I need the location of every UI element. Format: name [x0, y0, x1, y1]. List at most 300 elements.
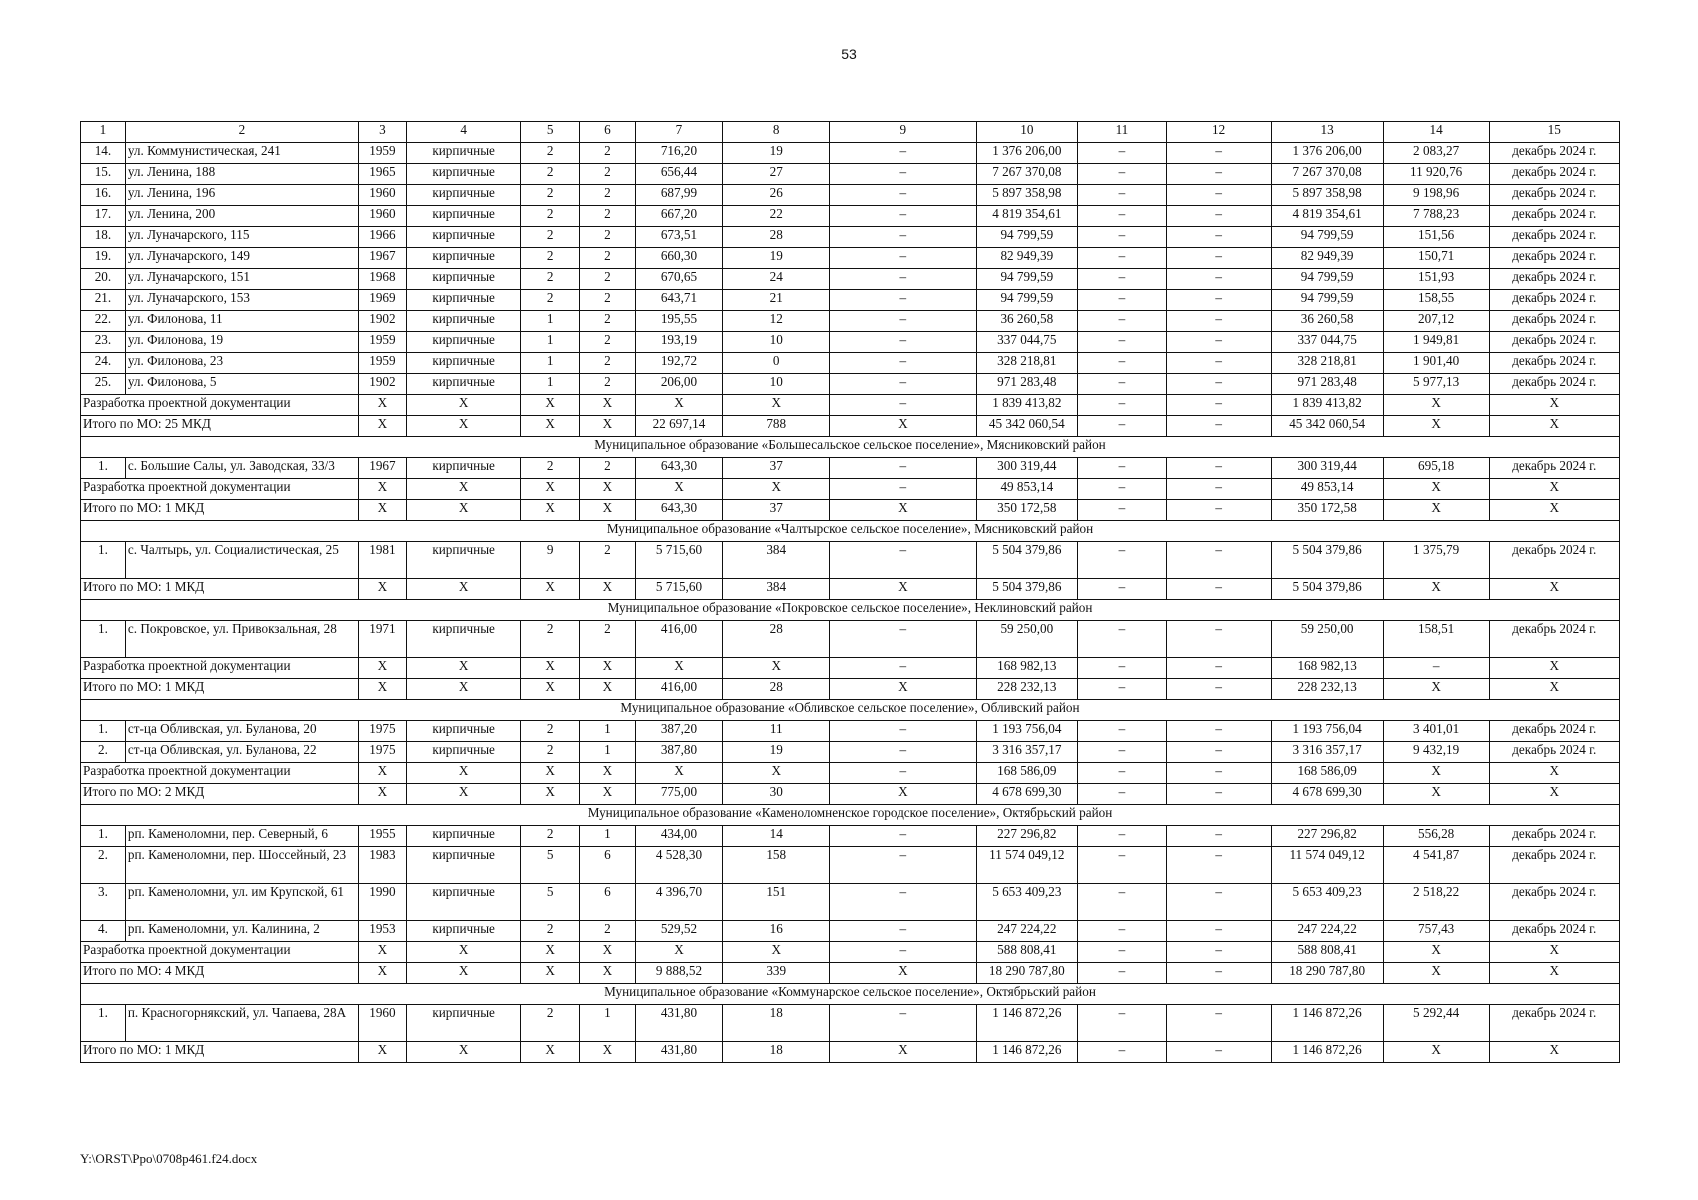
row-number: 3. — [81, 884, 126, 921]
summary-cell: – — [1166, 963, 1271, 984]
table-cell: 2 — [521, 742, 580, 763]
summary-cell: – — [1166, 763, 1271, 784]
row-number: 23. — [81, 332, 126, 353]
building-row — [81, 1005, 1620, 1042]
building-address: рп. Каменоломни, пер. Шоссейный, 23 — [125, 847, 358, 884]
table-cell: – — [1166, 721, 1271, 742]
table-cell: декабрь 2024 г. — [1489, 374, 1619, 395]
summary-cell: 4 678 699,30 — [1271, 784, 1383, 805]
building-row — [81, 311, 1620, 332]
table-cell: 227 296,82 — [976, 826, 1078, 847]
table-cell: – — [1078, 185, 1167, 206]
summary-cell: – — [1166, 942, 1271, 963]
table-cell: 5 653 409,23 — [976, 884, 1078, 921]
table-cell: 300 319,44 — [976, 458, 1078, 479]
summary-cell: 168 982,13 — [1271, 658, 1383, 679]
table-cell: 16 — [723, 921, 830, 942]
table-cell: 667,20 — [635, 206, 723, 227]
summary-cell: – — [1166, 479, 1271, 500]
table-cell: 7 267 370,08 — [976, 164, 1078, 185]
summary-cell: – — [1078, 500, 1167, 521]
table-cell: 2 — [521, 269, 580, 290]
table-cell: 643,71 — [635, 290, 723, 311]
summary-cell: – — [1078, 416, 1167, 437]
table-cell: 9 — [521, 542, 580, 579]
summary-cell: X — [830, 579, 976, 600]
table-cell: 94 799,59 — [976, 269, 1078, 290]
summary-cell: X — [1489, 479, 1619, 500]
row-number: 19. — [81, 248, 126, 269]
summary-cell: 350 172,58 — [976, 500, 1078, 521]
table-cell: 1902 — [358, 311, 406, 332]
summary-cell: 37 — [723, 500, 830, 521]
column-number-10: 10 — [976, 122, 1078, 143]
summary-cell: X — [358, 500, 406, 521]
summary-row — [81, 1042, 1620, 1063]
table-cell: 36 260,58 — [976, 311, 1078, 332]
table-cell: 11 — [723, 721, 830, 742]
table-cell: декабрь 2024 г. — [1489, 332, 1619, 353]
municipality-section-row — [81, 437, 1620, 458]
table-cell: – — [1078, 621, 1167, 658]
summary-row — [81, 679, 1620, 700]
table-cell: – — [1078, 1005, 1167, 1042]
summary-cell: X — [1489, 963, 1619, 984]
summary-cell: 431,80 — [635, 1042, 723, 1063]
table-cell: 328 218,81 — [976, 353, 1078, 374]
table-cell: 643,30 — [635, 458, 723, 479]
table-cell: 2 — [580, 311, 636, 332]
summary-cell: 775,00 — [635, 784, 723, 805]
table-cell: 1990 — [358, 884, 406, 921]
summary-cell: X — [521, 679, 580, 700]
table-cell: 3 316 357,17 — [1271, 742, 1383, 763]
table-cell: 151,56 — [1383, 227, 1489, 248]
building-row — [81, 374, 1620, 395]
summary-cell: X — [1489, 395, 1619, 416]
table-cell: 2 — [580, 227, 636, 248]
table-cell: 19 — [723, 248, 830, 269]
summary-cell: X — [1383, 679, 1489, 700]
table-cell: – — [1078, 311, 1167, 332]
municipality-title: Муниципальное образование «Коммунарское сельское поселение», Октябрьский район — [81, 984, 1620, 1005]
summary-cell: X — [580, 763, 636, 784]
table-cell: 757,43 — [1383, 921, 1489, 942]
summary-cell: X — [521, 500, 580, 521]
summary-row — [81, 658, 1620, 679]
table-cell: 2 — [580, 185, 636, 206]
row-number: 24. — [81, 353, 126, 374]
building-address: ул. Луначарского, 151 — [125, 269, 358, 290]
table-cell: 1 — [521, 332, 580, 353]
summary-cell: X — [635, 658, 723, 679]
table-cell: – — [830, 269, 976, 290]
table-cell: 195,55 — [635, 311, 723, 332]
column-number-12: 12 — [1166, 122, 1271, 143]
summary-row — [81, 963, 1620, 984]
table-cell: кирпичные — [406, 206, 520, 227]
table-cell: – — [830, 1005, 976, 1042]
row-number: 17. — [81, 206, 126, 227]
row-number: 1. — [81, 1005, 126, 1042]
table-cell: 4 541,87 — [1383, 847, 1489, 884]
table-cell: 19 — [723, 742, 830, 763]
table-cell: 2 — [580, 248, 636, 269]
summary-cell: 5 504 379,86 — [1271, 579, 1383, 600]
table-cell: – — [1166, 185, 1271, 206]
table-cell: – — [830, 227, 976, 248]
table-cell: 2 — [580, 206, 636, 227]
table-cell: декабрь 2024 г. — [1489, 542, 1619, 579]
table-cell: 2 518,22 — [1383, 884, 1489, 921]
summary-label: Итого по МО: 1 МКД — [81, 679, 359, 700]
summary-cell: – — [1078, 579, 1167, 600]
summary-cell: X — [358, 763, 406, 784]
summary-cell: X — [635, 479, 723, 500]
municipality-title: Муниципальное образование «Обливское сельское поселение», Обливский район — [81, 700, 1620, 721]
municipality-title: Муниципальное образование «Чалтырское сельское поселение», Мясниковский район — [81, 521, 1620, 542]
summary-cell: 18 290 787,80 — [1271, 963, 1383, 984]
summary-cell: X — [521, 658, 580, 679]
row-number: 16. — [81, 185, 126, 206]
building-address: ул. Филонова, 19 — [125, 332, 358, 353]
table-cell: – — [830, 332, 976, 353]
table-cell: – — [1166, 332, 1271, 353]
summary-cell: 1 839 413,82 — [976, 395, 1078, 416]
table-cell: 94 799,59 — [1271, 290, 1383, 311]
summary-cell: 1 839 413,82 — [1271, 395, 1383, 416]
summary-cell: X — [1489, 942, 1619, 963]
table-cell: 11 920,76 — [1383, 164, 1489, 185]
table-cell: 2 — [521, 227, 580, 248]
building-address: ст-ца Обливская, ул. Буланова, 20 — [125, 721, 358, 742]
summary-label: Разработка проектной документации — [81, 395, 359, 416]
table-cell: декабрь 2024 г. — [1489, 742, 1619, 763]
summary-label: Итого по МО: 25 МКД — [81, 416, 359, 437]
summary-row — [81, 579, 1620, 600]
table-cell: 1 901,40 — [1383, 353, 1489, 374]
table-cell: 247 224,22 — [976, 921, 1078, 942]
summary-cell: X — [1383, 500, 1489, 521]
summary-cell: – — [1078, 763, 1167, 784]
table-cell: – — [1078, 353, 1167, 374]
municipality-section-row — [81, 600, 1620, 621]
summary-cell: 4 678 699,30 — [976, 784, 1078, 805]
summary-cell: 1 146 872,26 — [976, 1042, 1078, 1063]
summary-cell: X — [580, 500, 636, 521]
building-row — [81, 206, 1620, 227]
building-address: ул. Ленина, 200 — [125, 206, 358, 227]
table-cell: 5 — [521, 884, 580, 921]
municipality-section-row — [81, 700, 1620, 721]
table-cell: 1960 — [358, 206, 406, 227]
summary-cell: X — [406, 1042, 520, 1063]
table-cell: кирпичные — [406, 458, 520, 479]
summary-cell: X — [1383, 784, 1489, 805]
table-cell: – — [830, 290, 976, 311]
table-cell: 431,80 — [635, 1005, 723, 1042]
table-cell: 2 — [580, 353, 636, 374]
table-cell: – — [1078, 374, 1167, 395]
summary-cell: 28 — [723, 679, 830, 700]
column-number-7: 7 — [635, 122, 723, 143]
table-cell: – — [1078, 921, 1167, 942]
table-cell: 82 949,39 — [976, 248, 1078, 269]
table-cell: 151 — [723, 884, 830, 921]
summary-cell: X — [406, 395, 520, 416]
table-cell: 2 — [580, 332, 636, 353]
table-cell: кирпичные — [406, 374, 520, 395]
summary-cell: X — [521, 579, 580, 600]
table-cell: 1969 — [358, 290, 406, 311]
table-cell: – — [830, 884, 976, 921]
summary-label: Итого по МО: 4 МКД — [81, 963, 359, 984]
table-cell: 1 193 756,04 — [976, 721, 1078, 742]
table-cell: – — [830, 742, 976, 763]
table-cell: 1 — [580, 742, 636, 763]
table-cell: – — [1166, 826, 1271, 847]
table-cell: – — [830, 311, 976, 332]
table-cell: кирпичные — [406, 269, 520, 290]
summary-cell: X — [521, 395, 580, 416]
building-address: ул. Ленина, 188 — [125, 164, 358, 185]
table-cell: 1959 — [358, 332, 406, 353]
table-cell: кирпичные — [406, 185, 520, 206]
column-number-2: 2 — [125, 122, 358, 143]
table-cell: 2 — [580, 269, 636, 290]
table-cell: 5 715,60 — [635, 542, 723, 579]
summary-row — [81, 395, 1620, 416]
summary-cell: – — [1166, 416, 1271, 437]
table-cell: 2 — [580, 542, 636, 579]
summary-cell: – — [1383, 658, 1489, 679]
summary-cell: – — [1078, 784, 1167, 805]
row-number: 14. — [81, 143, 126, 164]
table-cell: декабрь 2024 г. — [1489, 227, 1619, 248]
table-cell: 3 316 357,17 — [976, 742, 1078, 763]
table-cell: кирпичные — [406, 826, 520, 847]
table-cell: – — [1166, 206, 1271, 227]
table-cell: 337 044,75 — [1271, 332, 1383, 353]
table-cell: декабрь 2024 г. — [1489, 311, 1619, 332]
table-cell: 1 — [580, 721, 636, 742]
table-cell: кирпичные — [406, 1005, 520, 1042]
table-cell: 158 — [723, 847, 830, 884]
summary-cell: X — [358, 784, 406, 805]
column-number-1: 1 — [81, 122, 126, 143]
table-cell: – — [830, 374, 976, 395]
table-cell: 673,51 — [635, 227, 723, 248]
table-cell: 2 — [521, 826, 580, 847]
table-cell: 5 897 358,98 — [1271, 185, 1383, 206]
table-cell: декабрь 2024 г. — [1489, 353, 1619, 374]
summary-cell: 18 290 787,80 — [976, 963, 1078, 984]
building-row — [81, 290, 1620, 311]
table-cell: кирпичные — [406, 311, 520, 332]
row-number: 18. — [81, 227, 126, 248]
column-number-15: 15 — [1489, 122, 1619, 143]
summary-cell: 350 172,58 — [1271, 500, 1383, 521]
table-cell: – — [830, 164, 976, 185]
building-row — [81, 621, 1620, 658]
table-cell: 4 396,70 — [635, 884, 723, 921]
column-number-3: 3 — [358, 122, 406, 143]
table-cell: – — [1078, 458, 1167, 479]
building-row — [81, 847, 1620, 884]
summary-cell: X — [358, 395, 406, 416]
table-cell: 660,30 — [635, 248, 723, 269]
building-address: ул. Ленина, 196 — [125, 185, 358, 206]
summary-cell: X — [1489, 579, 1619, 600]
summary-cell: X — [406, 963, 520, 984]
summary-cell: X — [1383, 763, 1489, 784]
table-cell: 2 — [580, 458, 636, 479]
summary-cell: X — [1383, 942, 1489, 963]
row-number: 4. — [81, 921, 126, 942]
table-cell: 2 — [580, 621, 636, 658]
table-cell: 28 — [723, 621, 830, 658]
summary-cell: – — [1166, 500, 1271, 521]
summary-cell: X — [1489, 679, 1619, 700]
summary-cell: 788 — [723, 416, 830, 437]
summary-cell: – — [1078, 942, 1167, 963]
municipality-title: Муниципальное образование «Покровское сельское поселение», Неклиновский район — [81, 600, 1620, 621]
table-cell: – — [1166, 921, 1271, 942]
row-number: 22. — [81, 311, 126, 332]
row-number: 20. — [81, 269, 126, 290]
row-number: 1. — [81, 458, 126, 479]
summary-cell: X — [521, 1042, 580, 1063]
table-cell: 1966 — [358, 227, 406, 248]
table-body — [81, 143, 1620, 1063]
summary-cell: 384 — [723, 579, 830, 600]
table-cell: кирпичные — [406, 621, 520, 658]
table-cell: декабрь 2024 г. — [1489, 206, 1619, 227]
table-cell: 2 — [521, 621, 580, 658]
table-cell: 4 528,30 — [635, 847, 723, 884]
summary-cell: – — [1166, 679, 1271, 700]
summary-cell: X — [830, 416, 976, 437]
building-row — [81, 269, 1620, 290]
table-cell: 1 — [521, 311, 580, 332]
table-cell: 94 799,59 — [1271, 227, 1383, 248]
table-cell: 1968 — [358, 269, 406, 290]
table-cell: 1959 — [358, 143, 406, 164]
summary-cell: X — [406, 784, 520, 805]
summary-cell: X — [358, 658, 406, 679]
column-number-11: 11 — [1078, 122, 1167, 143]
building-row — [81, 332, 1620, 353]
table-cell: – — [830, 542, 976, 579]
table-cell: 1971 — [358, 621, 406, 658]
table-cell: 24 — [723, 269, 830, 290]
table-cell: 26 — [723, 185, 830, 206]
table-cell: 2 — [521, 248, 580, 269]
building-address: рп. Каменоломни, пер. Северный, 6 — [125, 826, 358, 847]
table-cell: кирпичные — [406, 542, 520, 579]
table-cell: 971 283,48 — [1271, 374, 1383, 395]
summary-cell: X — [580, 784, 636, 805]
table-cell: – — [1166, 248, 1271, 269]
table-cell: 687,99 — [635, 185, 723, 206]
table-cell: 9 432,19 — [1383, 742, 1489, 763]
table-cell: 670,65 — [635, 269, 723, 290]
table-cell: 1967 — [358, 248, 406, 269]
municipality-title: Муниципальное образование «Каменоломненское городское поселение», Октябрьский район — [81, 805, 1620, 826]
summary-cell: X — [580, 479, 636, 500]
table-cell: 556,28 — [1383, 826, 1489, 847]
building-row — [81, 542, 1620, 579]
table-cell: 247 224,22 — [1271, 921, 1383, 942]
table-cell: 695,18 — [1383, 458, 1489, 479]
summary-cell: X — [635, 763, 723, 784]
summary-label: Разработка проектной документации — [81, 658, 359, 679]
column-number-4: 4 — [406, 122, 520, 143]
summary-cell: – — [1166, 1042, 1271, 1063]
summary-cell: – — [1078, 479, 1167, 500]
table-cell: 1959 — [358, 353, 406, 374]
table-cell: декабрь 2024 г. — [1489, 269, 1619, 290]
table-cell: – — [1166, 542, 1271, 579]
summary-cell: 416,00 — [635, 679, 723, 700]
table-cell: – — [830, 206, 976, 227]
building-row — [81, 458, 1620, 479]
table-cell: 1960 — [358, 1005, 406, 1042]
table-cell: – — [1078, 248, 1167, 269]
table-cell: – — [1078, 884, 1167, 921]
table-cell: 2 — [521, 206, 580, 227]
table-cell: – — [1166, 353, 1271, 374]
table-cell: декабрь 2024 г. — [1489, 826, 1619, 847]
summary-cell: X — [1489, 416, 1619, 437]
summary-cell: X — [580, 942, 636, 963]
table-cell: 28 — [723, 227, 830, 248]
building-row — [81, 826, 1620, 847]
summary-cell: 339 — [723, 963, 830, 984]
table-cell: 9 198,96 — [1383, 185, 1489, 206]
summary-row — [81, 784, 1620, 805]
table-cell: 1902 — [358, 374, 406, 395]
table-cell: 1 — [580, 1005, 636, 1042]
summary-cell: X — [723, 479, 830, 500]
municipality-section-row — [81, 805, 1620, 826]
summary-cell: – — [1166, 579, 1271, 600]
table-cell: декабрь 2024 г. — [1489, 847, 1619, 884]
summary-cell: 5 504 379,86 — [976, 579, 1078, 600]
summary-cell: – — [1166, 658, 1271, 679]
summary-cell: 5 715,60 — [635, 579, 723, 600]
table-cell: 27 — [723, 164, 830, 185]
summary-cell: X — [830, 1042, 976, 1063]
table-cell: декабрь 2024 г. — [1489, 290, 1619, 311]
row-number: 1. — [81, 826, 126, 847]
page-number: 53 — [841, 46, 857, 62]
summary-cell: – — [830, 395, 976, 416]
table-cell: 300 319,44 — [1271, 458, 1383, 479]
table-cell: 328 218,81 — [1271, 353, 1383, 374]
table-cell: 206,00 — [635, 374, 723, 395]
summary-label: Итого по МО: 2 МКД — [81, 784, 359, 805]
summary-label: Разработка проектной документации — [81, 479, 359, 500]
summary-label: Разработка проектной документации — [81, 763, 359, 784]
table-cell: 12 — [723, 311, 830, 332]
table-cell: 2 083,27 — [1383, 143, 1489, 164]
table-cell: – — [1078, 164, 1167, 185]
table-cell: 2 — [580, 921, 636, 942]
summary-cell: X — [580, 1042, 636, 1063]
building-row — [81, 164, 1620, 185]
table-cell: 18 — [723, 1005, 830, 1042]
